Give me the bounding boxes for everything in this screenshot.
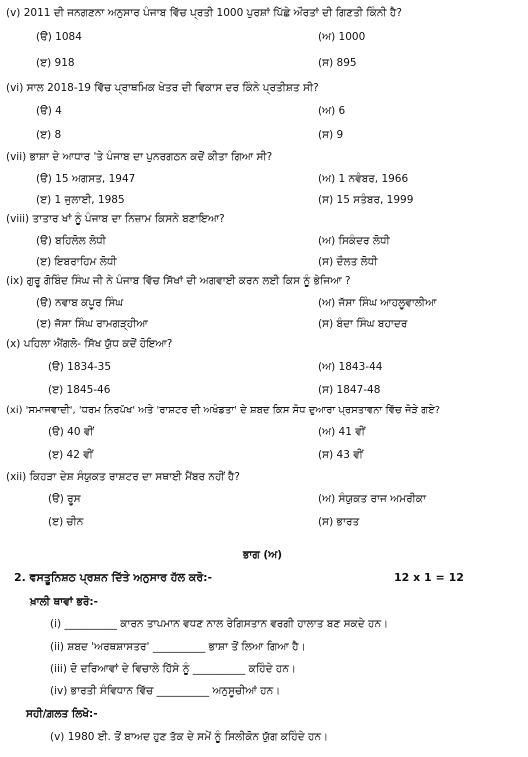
question-x: (x) ਪਹਿਲਾ ਐਂਗਲੋ- ਸਿੱਖ ਯੁੱਧ ਕਦੋਂ ਹੋਇਆ? xyxy=(6,338,173,350)
question-vii: (vii) ਭਾਸ਼ਾ ਦੇ ਆਧਾਰ 'ਤੇ ਪੰਜਾਬ ਦਾ ਪੁਨਰਗਠਨ ਕਦੋਂ ਕੀਤਾ ਗਿਆ ਸੀ? xyxy=(6,151,273,163)
q2-heading: 2. ਵਸਤੂਨਿਸ਼ਠ ਪ੍ਰਸ਼ਨ ਦਿੱਤੇ ਅਨੁਸਾਰ ਹੱਲ ਕਰੋ:- xyxy=(14,571,213,584)
question-ix: (ix) ਗੁਰੂ ਗੋਬਿੰਦ ਸਿੰਘ ਜੀ ਨੇ ਪੰਜਾਬ ਵਿੱਚ ਸਿੱਖਾਂ ਦੀ ਅਗਵਾਈ ਕਰਨ ਲਈ ਕਿਸ ਨੂੰ ਭੇਜਿਆ ? xyxy=(6,275,351,287)
question-viii: (viii) ਤਾਤਾਰ ਖਾਂ ਨੂੰ ਪੰਜਾਬ ਦਾ ਨਿਜ਼ਾਮ ਕਿਸਨੇ ਬਣਾਇਆ? xyxy=(6,213,225,225)
option-d: (ਸ) 895 xyxy=(318,57,357,69)
option-b: (ਅ) 1 ਨਵੰਬਰ, 1966 xyxy=(318,173,409,185)
fill-item: (iii) ਦੋ ਦਰਿਆਵਾਂ ਦੇ ਵਿਚਾਲੇ ਹਿੱਸੇ ਨੂੰ __________ ਕਹਿੰਦੇ ਹਨ। xyxy=(50,663,296,675)
true-false-heading: ਸਹੀ/ਗ਼ਲਤ ਲਿਖੋ:- xyxy=(26,708,98,720)
option-d: (ਸ) ਬੰਦਾ ਸਿੰਘ ਬਹਾਦਰ xyxy=(318,318,408,330)
option-c: (ੲ) 1845-46 xyxy=(48,384,111,396)
option-a: (ੳ) 4 xyxy=(36,105,62,117)
option-c: (ੲ) ਇਬਰਾਹਿਮ ਲੋਧੀ xyxy=(36,256,117,268)
option-c: (ੲ) 1 ਜੁਲਾਈ, 1985 xyxy=(36,194,125,206)
true-false-item: (v) 1980 ਈ. ਤੋਂ ਬਾਅਦ ਹੁਣ ਤੱਕ ਦੇ ਸਮੇਂ ਨੂੰ ਸਿਲੀਕੋਨ ਯੁੱਗ ਕਹਿੰਦੇ ਹਨ। xyxy=(50,731,329,743)
option-b: (ਅ) 41 ਵੀਂ xyxy=(318,426,365,438)
fill-blanks-heading: ਖ਼ਾਲੀ ਥਾਵਾਂ ਭਰੋ:- xyxy=(30,596,98,608)
fill-item: (ii) ਸ਼ਬਦ 'ਅਰਥਸ਼ਾਸਤਰ' __________ ਭਾਸ਼ਾ ਤੋਂ ਲਿਆ ਗਿਆ ਹੈ। xyxy=(50,641,306,653)
option-a: (ੳ) 1084 xyxy=(36,31,82,43)
option-b: (ਅ) 1000 xyxy=(318,31,366,43)
section-title: ਭਾਗ (ਅ) xyxy=(243,549,283,561)
option-a: (ੳ) 40 ਵੀਂ xyxy=(48,426,94,438)
option-b: (ਅ) 6 xyxy=(318,105,346,117)
option-b: (ਅ) 1843-44 xyxy=(318,361,383,373)
option-c: (ੲ) ਜੱਸਾ ਸਿੰਘ ਰਾਮਗੜ੍ਹੀਆ xyxy=(36,318,148,330)
option-d: (ਸ) 9 xyxy=(318,129,344,141)
option-a: (ੳ) ਨਵਾਬ ਕਪੂਰ ਸਿੰਘ xyxy=(36,297,124,309)
option-a: (ੳ) 1834-35 xyxy=(48,361,112,373)
marks-label: 12 x 1 = 12 xyxy=(394,571,464,584)
question-vi: (vi) ਸਾਲ 2018-19 ਵਿੱਚ ਪ੍ਰਾਥਮਿਕ ਖੇਤਰ ਦੀ ਵਿਕਾਸ ਦਰ ਕਿੰਨੇ ਪ੍ਰਤੀਸ਼ਤ ਸੀ? xyxy=(6,82,319,94)
option-d: (ਸ) ਭਾਰਤ xyxy=(318,516,360,528)
option-a: (ੳ) ਰੂਸ xyxy=(48,493,81,505)
option-a: (ੳ) 15 ਅਗਸਤ, 1947 xyxy=(36,173,136,185)
question-v: (v) 2011 ਦੀ ਜਨਗਣਨਾ ਅਨੁਸਾਰ ਪੰਜਾਬ ਵਿੱਚ ਪ੍ਰਤੀ 1000 ਪੁਰਸ਼ਾਂ ਪਿੱਛੇ ਔਰਤਾਂ ਦੀ ਗਿਣਤੀ ਕਿੰਨੀ ਹੈ? xyxy=(6,7,402,19)
question-xi: (xi) 'ਸਮਾਜਵਾਦੀ', 'ਧਰਮ ਨਿਰਪੱਖ' ਅਤੇ 'ਰਾਸ਼ਟਰ ਦੀ ਅਖੰਡਤਾ' ਦੇ ਸ਼ਬਦ ਕਿਸ ਸੋਧ ਦੁਆਰਾ ਪ੍ਰਸਤਾਵਨਾ ਵਿੱਚ ਜੋੜੇ ਗਏ? xyxy=(6,405,441,416)
option-d: (ਸ) 15 ਸਤੰਬਰ, 1999 xyxy=(318,194,414,206)
question-xii: (xii) ਕਿਹੜਾ ਦੇਸ਼ ਸੰਯੁਕਤ ਰਾਸ਼ਟਰ ਦਾ ਸਥਾਈ ਮੈਂਬਰ ਨਹੀਂ ਹੈ? xyxy=(6,471,240,483)
option-d: (ਸ) 1847-48 xyxy=(318,384,381,396)
option-b: (ਅ) ਸੰਯੁਕਤ ਰਾਜ ਅਮਰੀਕਾ xyxy=(318,493,426,505)
option-c: (ੲ) 8 xyxy=(36,129,62,141)
option-c: (ੲ) ਚੀਨ xyxy=(48,516,84,528)
option-c: (ੲ) 918 xyxy=(36,57,75,69)
fill-item: (i) __________ ਕਾਰਨ ਤਾਪਮਾਨ ਵਧਣ ਨਾਲ ਰੇਗਿਸਤਾਨ ਵਰਗੀ ਹਾਲਾਤ ਬਣ ਸਕਦੇ ਹਨ। xyxy=(50,618,389,630)
option-b: (ਅ) ਜੱਸਾ ਸਿੰਘ ਆਹਲੂਵਾਲੀਆ xyxy=(318,297,437,309)
option-c: (ੲ) 42 ਵੀਂ xyxy=(48,449,93,461)
option-d: (ਸ) ਦੌਲਤ ਲੋਧੀ xyxy=(318,256,378,268)
fill-item: (iv) ਭਾਰਤੀ ਸੰਵਿਧਾਨ ਵਿੱਚ __________ ਅਨੁਸੂਚੀਆਂ ਹਨ। xyxy=(50,685,281,697)
option-a: (ੳ) ਬਹਿਲੋਲ ਲੋਧੀ xyxy=(36,235,106,247)
option-b: (ਅ) ਸਿਕੰਦਰ ਲੋਧੀ xyxy=(318,235,390,247)
option-d: (ਸ) 43 ਵੀਂ xyxy=(318,449,363,461)
